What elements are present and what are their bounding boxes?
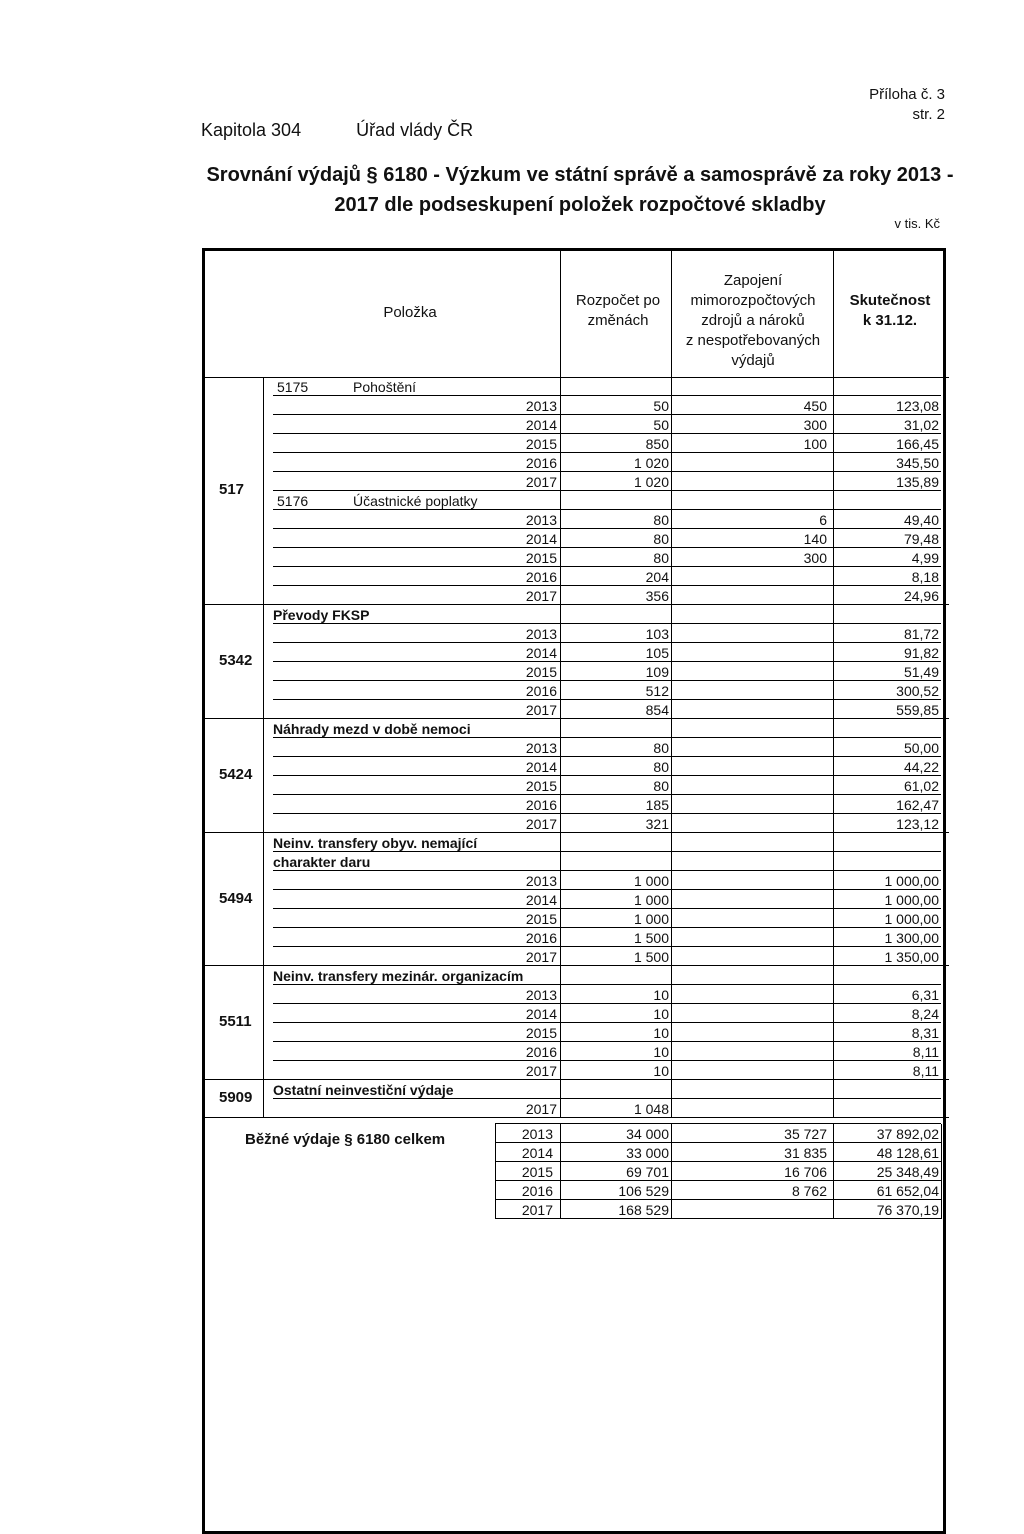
total-extra: 35 727 bbox=[784, 1126, 827, 1142]
year-cell: 2017 bbox=[525, 949, 557, 965]
budget-value: 10 bbox=[653, 1006, 669, 1022]
column-header-budget bbox=[563, 291, 673, 331]
year-cell: 2017 bbox=[525, 1101, 557, 1117]
actual-value: 166,45 bbox=[896, 436, 939, 452]
total-year: 2014 bbox=[521, 1145, 553, 1161]
item-name: Účastnické poplatky bbox=[353, 493, 478, 509]
column-divider bbox=[833, 377, 834, 1118]
item-name: Ostatní neinvestiční výdaje bbox=[273, 1082, 454, 1098]
title-line-1: Srovnání výdajů § 6180 - Výzkum ve státní správě a samosprávě za roky 2013 - bbox=[206, 164, 954, 186]
budget-value: 185 bbox=[645, 797, 669, 813]
year-cell: 2015 bbox=[525, 664, 557, 680]
total-year: 2013 bbox=[521, 1126, 553, 1142]
total-year: 2017 bbox=[521, 1202, 553, 1218]
budget-value: 80 bbox=[653, 531, 669, 547]
budget-value: 50 bbox=[653, 398, 669, 414]
column-divider bbox=[941, 1124, 942, 1219]
total-top-divider bbox=[495, 1123, 941, 1124]
document-title bbox=[150, 160, 1010, 220]
item-name: Neinv. transfery obyv. nemající bbox=[273, 835, 478, 851]
actual-value: 8,18 bbox=[911, 569, 939, 585]
year-cell: 2016 bbox=[525, 1044, 557, 1060]
budget-value: 50 bbox=[653, 417, 669, 433]
year-cell: 2017 bbox=[525, 588, 557, 604]
item-name: Pohoštění bbox=[353, 379, 417, 395]
year-cell: 2017 bbox=[525, 474, 557, 490]
budget-value: 1 000 bbox=[633, 892, 669, 908]
actual-value: 44,22 bbox=[903, 759, 939, 775]
chapter-label: Kapitola 304 bbox=[201, 120, 302, 140]
item-name: Převody FKSP bbox=[273, 607, 370, 623]
column-header-actual bbox=[835, 291, 945, 331]
actual-value: 1 000,00 bbox=[884, 892, 939, 908]
budget-value: 512 bbox=[645, 683, 669, 699]
year-cell: 2013 bbox=[525, 740, 557, 756]
column-divider bbox=[671, 1124, 672, 1219]
year-cell: 2015 bbox=[525, 911, 557, 927]
budget-value: 1 500 bbox=[633, 930, 669, 946]
year-cell: 2014 bbox=[525, 1006, 557, 1022]
year-cell: 2013 bbox=[525, 987, 557, 1003]
budget-value: 80 bbox=[653, 550, 669, 566]
total-budget: 106 529 bbox=[618, 1183, 669, 1199]
budget-value: 321 bbox=[645, 816, 669, 832]
annex-info bbox=[869, 85, 945, 125]
actual-value: 1 350,00 bbox=[884, 949, 939, 965]
column-header-extra-line: Zapojení bbox=[723, 272, 783, 289]
total-extra: 8 762 bbox=[791, 1183, 827, 1199]
column-divider bbox=[560, 377, 561, 1118]
actual-value: 49,40 bbox=[903, 512, 939, 528]
column-header-budget-line: Rozpočet po bbox=[575, 292, 661, 309]
year-cell: 2016 bbox=[525, 797, 557, 813]
column-header-budget-line: změnách bbox=[587, 312, 649, 329]
column-divider bbox=[833, 1124, 834, 1219]
column-header-extra-line: výdajů bbox=[731, 352, 775, 369]
units-label: v tis. Kč bbox=[894, 216, 940, 231]
column-divider bbox=[263, 377, 264, 1118]
total-extra: 31 835 bbox=[784, 1145, 827, 1161]
year-cell: 2016 bbox=[525, 569, 557, 585]
total-actual: 25 348,49 bbox=[876, 1164, 939, 1180]
budget-value: 10 bbox=[653, 987, 669, 1003]
column-header-item: Položka bbox=[383, 304, 437, 321]
subgroup-code: 5175 bbox=[277, 379, 309, 395]
extra-value: 300 bbox=[803, 550, 827, 566]
group-code: 5909 bbox=[219, 1089, 253, 1106]
actual-value: 8,11 bbox=[912, 1044, 939, 1060]
budget-value: 854 bbox=[645, 702, 669, 718]
column-divider bbox=[671, 377, 672, 1118]
actual-value: 345,50 bbox=[896, 455, 939, 471]
budget-value: 80 bbox=[653, 512, 669, 528]
group-divider bbox=[205, 1117, 949, 1118]
budget-value: 109 bbox=[645, 664, 669, 680]
total-budget: 69 701 bbox=[626, 1164, 669, 1180]
budget-value: 204 bbox=[645, 569, 669, 585]
total-budget: 34 000 bbox=[626, 1126, 669, 1142]
total-actual: 76 370,19 bbox=[876, 1202, 939, 1218]
expenditure-table bbox=[202, 248, 946, 1534]
budget-value: 80 bbox=[653, 778, 669, 794]
year-cell: 2016 bbox=[525, 930, 557, 946]
extra-value: 100 bbox=[803, 436, 827, 452]
page-label: str. 2 bbox=[912, 106, 945, 123]
year-cell: 2013 bbox=[525, 873, 557, 889]
document-header bbox=[201, 120, 473, 141]
group-code: 5342 bbox=[219, 652, 253, 669]
total-actual: 48 128,61 bbox=[876, 1145, 939, 1161]
actual-value: 31,02 bbox=[903, 417, 939, 433]
year-cell: 2014 bbox=[525, 417, 557, 433]
actual-value: 24,96 bbox=[903, 588, 939, 604]
actual-value: 135,89 bbox=[896, 474, 939, 490]
actual-value: 1 000,00 bbox=[884, 911, 939, 927]
budget-value: 1 000 bbox=[633, 873, 669, 889]
year-cell: 2015 bbox=[525, 1025, 557, 1041]
column-divider bbox=[560, 251, 561, 377]
year-cell: 2013 bbox=[525, 626, 557, 642]
subgroup-code: 5176 bbox=[277, 493, 309, 509]
extra-value: 300 bbox=[803, 417, 827, 433]
column-divider bbox=[495, 1124, 496, 1219]
item-name: charakter daru bbox=[273, 854, 371, 870]
total-budget: 168 529 bbox=[618, 1202, 669, 1218]
total-row-divider bbox=[495, 1218, 941, 1219]
actual-value: 51,49 bbox=[903, 664, 939, 680]
year-cell: 2014 bbox=[525, 759, 557, 775]
budget-value: 10 bbox=[653, 1044, 669, 1060]
year-cell: 2016 bbox=[525, 683, 557, 699]
actual-value: 6,31 bbox=[911, 987, 939, 1003]
year-cell: 2015 bbox=[525, 778, 557, 794]
actual-value: 8,24 bbox=[911, 1006, 939, 1022]
total-year: 2016 bbox=[521, 1183, 553, 1199]
budget-value: 10 bbox=[653, 1063, 669, 1079]
year-cell: 2017 bbox=[525, 1063, 557, 1079]
year-cell: 2017 bbox=[525, 702, 557, 718]
total-actual: 61 652,04 bbox=[876, 1183, 939, 1199]
budget-value: 356 bbox=[645, 588, 669, 604]
actual-value: 1 000,00 bbox=[884, 873, 939, 889]
row-divider bbox=[273, 851, 941, 852]
group-code: 5494 bbox=[219, 889, 253, 907]
actual-value: 8,31 bbox=[911, 1025, 939, 1041]
budget-value: 1 020 bbox=[633, 474, 669, 490]
column-header-extra-line: mimorozpočtových bbox=[690, 292, 816, 309]
budget-value: 1 000 bbox=[633, 911, 669, 927]
budget-value: 1 500 bbox=[633, 949, 669, 965]
column-header-actual-line: Skutečnost bbox=[849, 292, 931, 309]
actual-value: 61,02 bbox=[903, 778, 939, 794]
actual-value: 300,52 bbox=[896, 683, 939, 699]
budget-value: 105 bbox=[645, 645, 669, 661]
year-cell: 2013 bbox=[525, 512, 557, 528]
group-code: 517 bbox=[219, 481, 245, 498]
extra-value: 140 bbox=[803, 531, 827, 547]
column-divider bbox=[833, 251, 834, 377]
actual-value: 79,48 bbox=[903, 531, 939, 547]
budget-value: 1 020 bbox=[633, 455, 669, 471]
year-cell: 2014 bbox=[525, 892, 557, 908]
column-header-extra-line: zdrojů a nároků bbox=[701, 312, 805, 329]
total-actual: 37 892,02 bbox=[876, 1126, 939, 1142]
actual-value: 50,00 bbox=[903, 740, 939, 756]
item-name: Náhrady mezd v době nemoci bbox=[273, 721, 471, 737]
column-divider bbox=[560, 1124, 561, 1219]
budget-value: 1 048 bbox=[633, 1101, 669, 1117]
actual-value: 123,08 bbox=[896, 398, 939, 414]
column-header-extra-resources bbox=[673, 271, 833, 371]
annex-label: Příloha č. 3 bbox=[869, 86, 945, 103]
extra-value: 6 bbox=[819, 512, 827, 528]
total-budget: 33 000 bbox=[626, 1145, 669, 1161]
group-code: 5424 bbox=[219, 766, 253, 783]
budget-value: 80 bbox=[653, 740, 669, 756]
actual-value: 81,72 bbox=[903, 626, 939, 642]
budget-value: 10 bbox=[653, 1025, 669, 1041]
actual-value: 4,99 bbox=[911, 550, 939, 566]
year-cell: 2014 bbox=[525, 645, 557, 661]
actual-value: 559,85 bbox=[896, 702, 939, 718]
budget-value: 80 bbox=[653, 759, 669, 775]
total-label: Běžné výdaje § 6180 celkem bbox=[245, 1131, 446, 1148]
actual-value: 91,82 bbox=[903, 645, 939, 661]
office-label: Úřad vlády ČR bbox=[356, 120, 474, 140]
item-name: Neinv. transfery mezinár. organizacím bbox=[273, 968, 524, 984]
column-divider bbox=[671, 251, 672, 377]
total-extra: 16 706 bbox=[784, 1164, 827, 1180]
column-header-actual-line: k 31.12. bbox=[862, 312, 918, 329]
year-cell: 2015 bbox=[525, 550, 557, 566]
year-cell: 2013 bbox=[525, 398, 557, 414]
actual-value: 162,47 bbox=[896, 797, 939, 813]
extra-value: 450 bbox=[803, 398, 827, 414]
year-cell: 2017 bbox=[525, 816, 557, 832]
year-cell: 2015 bbox=[525, 436, 557, 452]
budget-value: 850 bbox=[645, 436, 669, 452]
title-line-2: 2017 dle podseskupení položek rozpočtové skladby bbox=[334, 194, 826, 216]
column-header-extra-line: z nespotřebovaných bbox=[685, 332, 821, 349]
total-year: 2015 bbox=[521, 1164, 553, 1180]
header-divider bbox=[205, 377, 949, 378]
actual-value: 8,11 bbox=[912, 1063, 939, 1079]
year-cell: 2016 bbox=[525, 455, 557, 471]
actual-value: 123,12 bbox=[896, 816, 939, 832]
budget-value: 103 bbox=[645, 626, 669, 642]
year-cell: 2014 bbox=[525, 531, 557, 547]
group-code: 5511 bbox=[219, 1013, 252, 1030]
actual-value: 1 300,00 bbox=[884, 930, 939, 946]
